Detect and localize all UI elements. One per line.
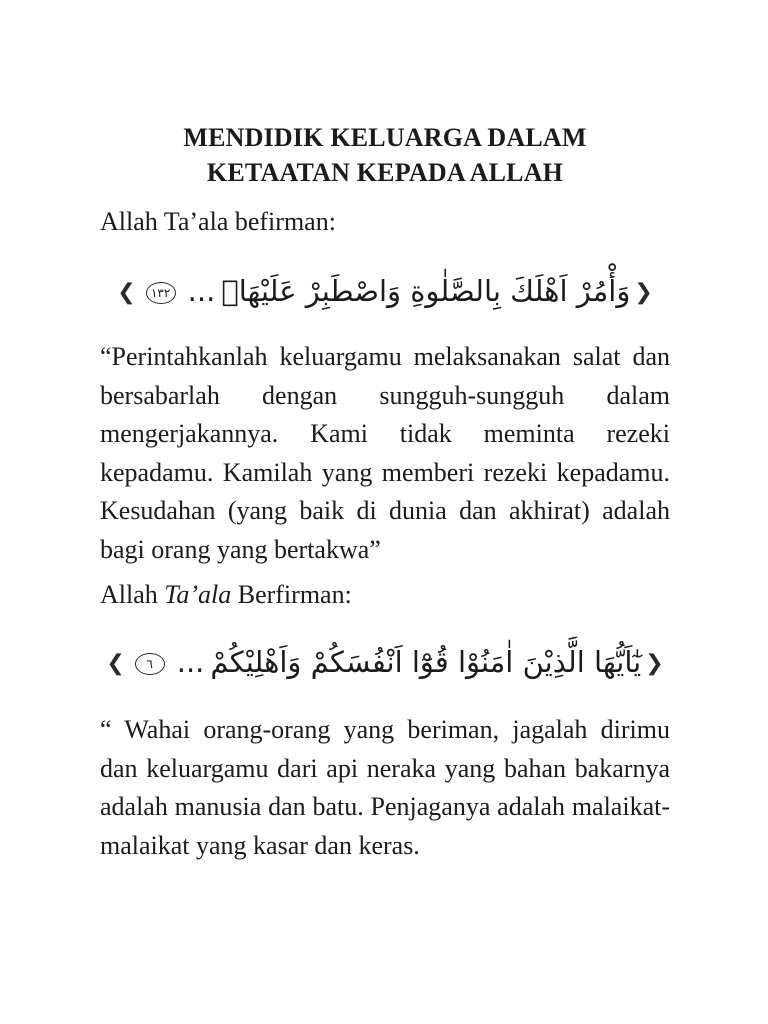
page-content: [100, 120, 670, 865]
ayah-number-badge: ٦: [135, 653, 165, 675]
page-title-line-1: MENDIDIK KELUARGA DALAM: [183, 123, 587, 152]
intro-italic-word: Ta’ala: [164, 580, 232, 609]
page-title-line-2: KETAATAN KEPADA ALLAH: [206, 158, 564, 187]
translation-paragraph-1: “Perintahkanlah keluargamu melaksanakan salat dan bersabarlah dengan sungguh-sungguh dalam mengerjakannya. Kami tidak meminta rezeki kepadamu. Kamilah yang memberi rezeki kepadamu. Kesudahan (yang baik di dunia dan akhirat) adalah bagi orang yang bertakwa”: [100, 342, 670, 564]
verse-arabic-text: وَأْمُرْ اَهْلَكَ بِالصَّلٰوةِ وَاصْطَبِرْ عَلَيْهَاۗ: [221, 274, 631, 308]
page-title: [100, 120, 670, 190]
verse-close-ornament-icon: ❮: [117, 280, 136, 305]
verse-open-ornament-icon: ❯: [645, 651, 664, 676]
intro-text-1: Allah Ta’ala befirman:: [100, 207, 336, 236]
translation-paragraph-2: “ Wahai orang-orang yang beriman, jagalah dirimu dan keluargamu dari api neraka yang bahan bakarnya adalah manusia dan batu. Penjaganya adalah malaikat-malaikat yang kasar dan keras.: [100, 715, 670, 860]
quran-verse-2: [100, 637, 670, 689]
ayah-number-badge: ١٣٢: [146, 282, 176, 304]
verse-ellipsis: ...: [176, 645, 205, 679]
verse-close-ornament-icon: ❮: [106, 651, 125, 676]
intro-suffix: Berfirman:: [231, 580, 352, 609]
verse-open-ornament-icon: ❯: [634, 280, 653, 305]
quran-verse-1: [100, 266, 670, 318]
verse-ellipsis: ...: [187, 274, 216, 308]
intro-prefix: Allah: [100, 580, 165, 609]
intro-text-2: [100, 577, 670, 613]
verse-arabic-text: يٰٓاَيُّهَا الَّذِيْنَ اٰمَنُوْا قُوْٓا اَنْفُسَكُمْ وَاَهْلِيْكُمْ: [210, 645, 642, 679]
